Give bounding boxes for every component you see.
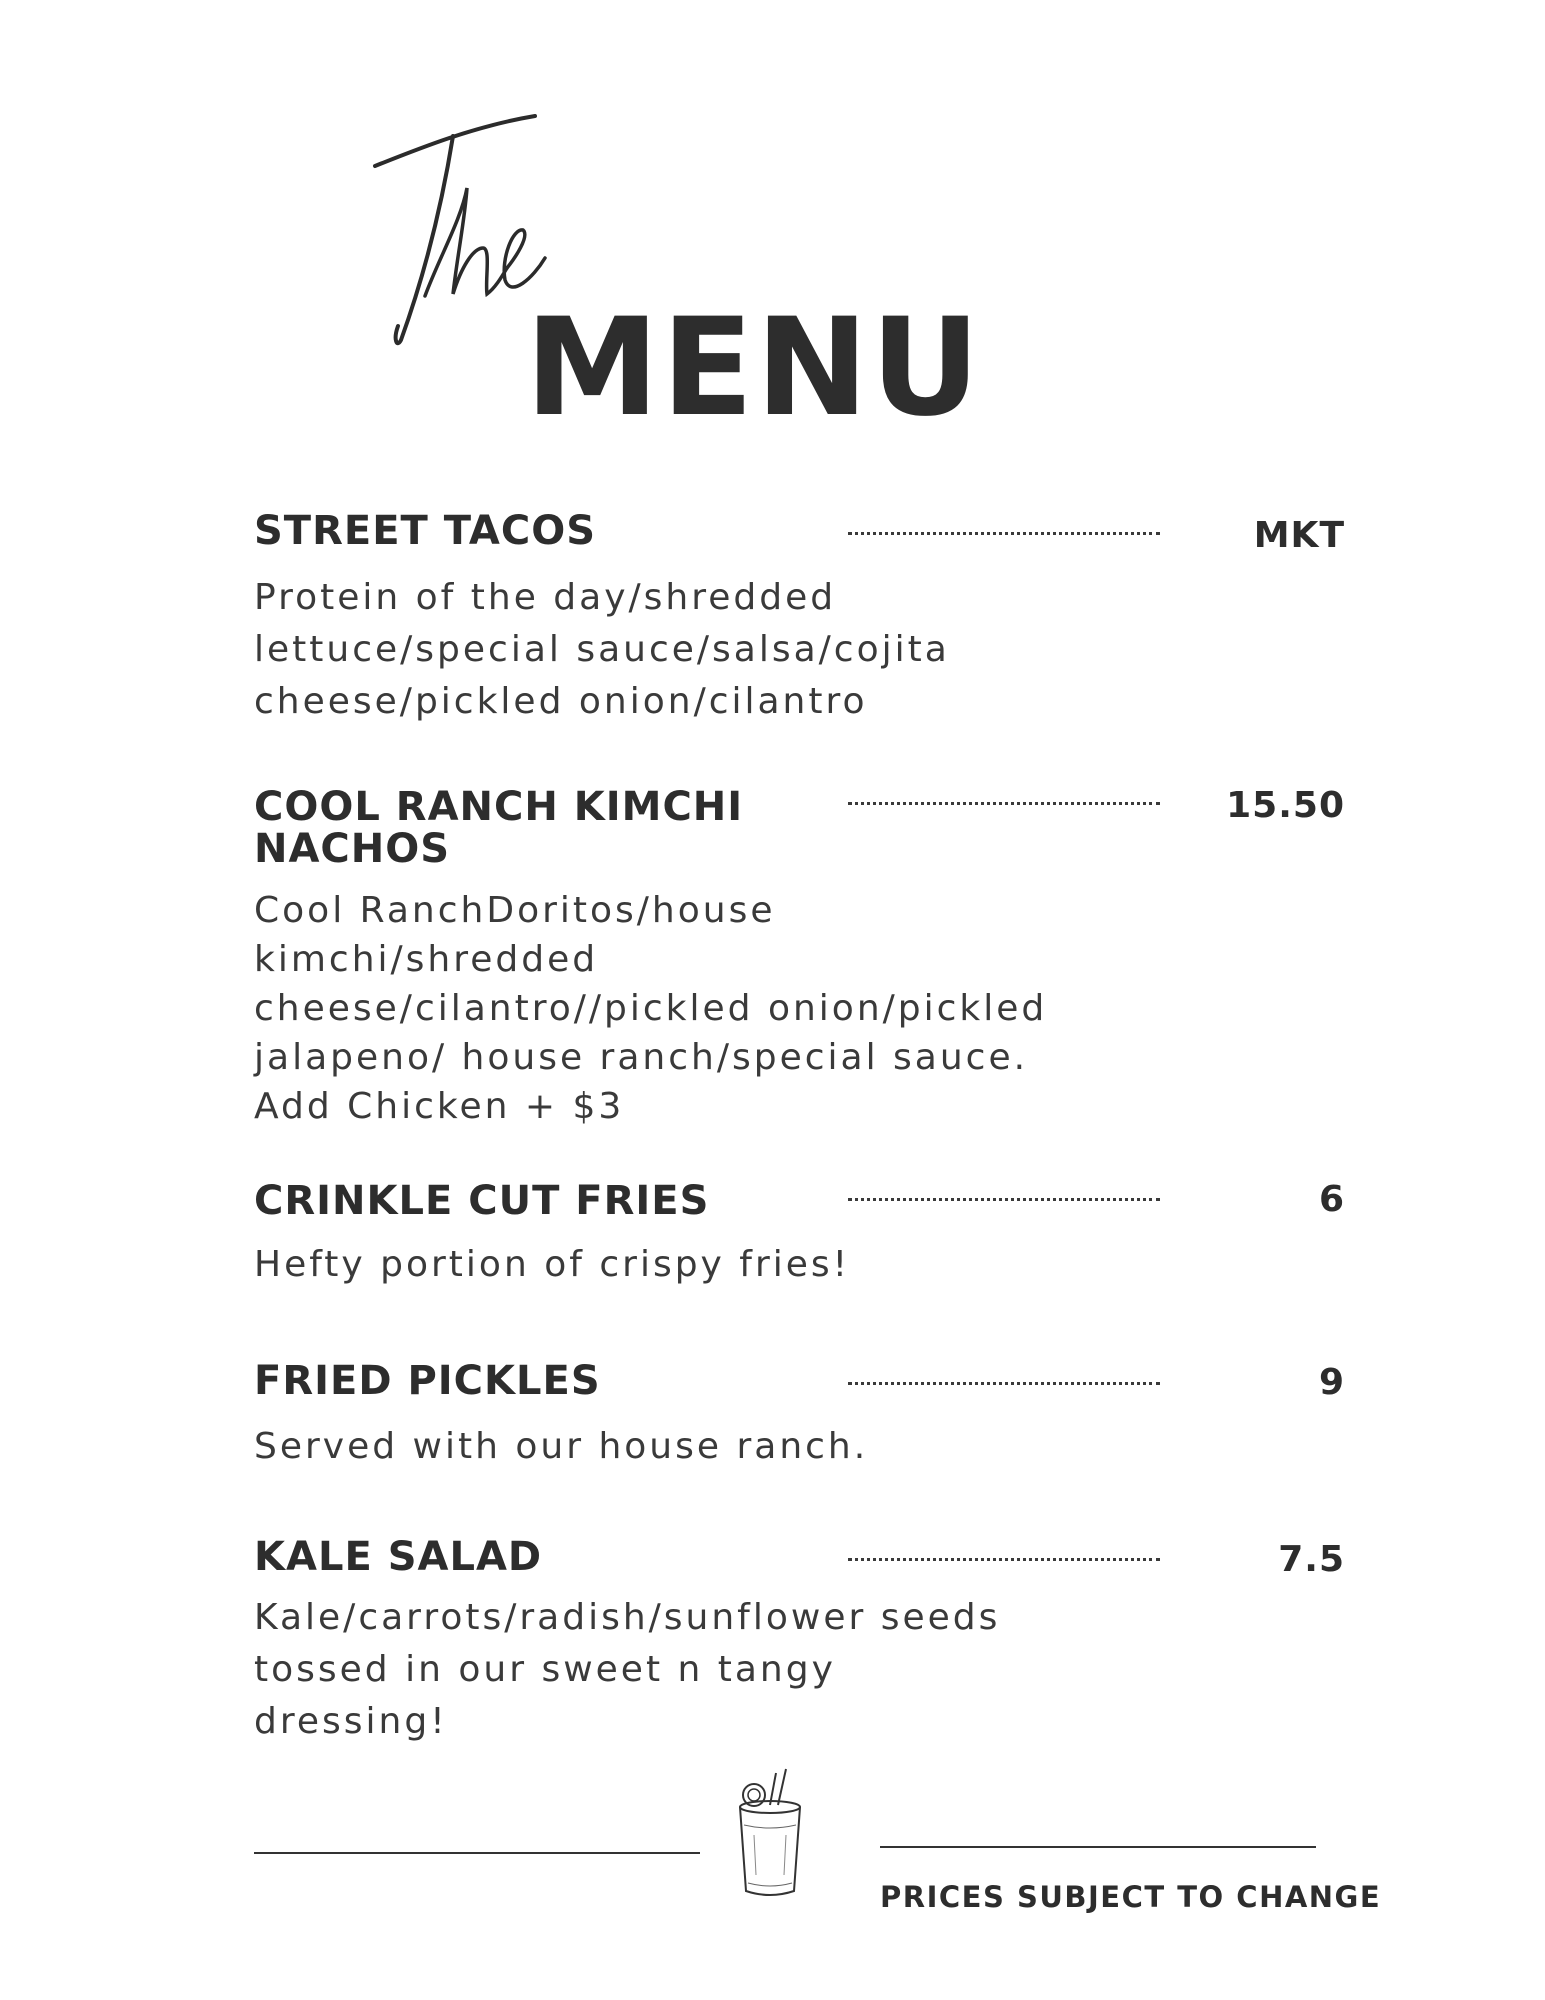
dotted-leader [848,1198,1160,1201]
dotted-leader [848,802,1160,805]
item-name: COOL RANCH KIMCHI NACHOS [254,784,744,872]
item-name: STREET TACOS [254,508,597,554]
menu-title: MENU [525,289,983,446]
dotted-leader [848,1558,1160,1561]
item-name: CRINKLE CUT FRIES [254,1178,710,1224]
item-description: Kale/carrots/radish/sunflower seeds tossed in our sweet n tangy dressing! [254,1597,1001,1742]
dotted-leader [848,1382,1160,1385]
item-price: 6 [1318,1179,1345,1220]
item-price: MKT [1253,515,1345,556]
footer-rule-right [880,1846,1316,1848]
item-description: Protein of the day/shredded lettuce/special sauce/salsa/cojita cheese/pickled onion/cilantro [254,577,950,722]
footer-rule-left [254,1852,700,1854]
item-price: 15.50 [1226,785,1345,826]
dotted-leader [848,532,1160,535]
item-description: Cool RanchDoritos/house kimchi/shredded cheese/cilantro//pickled onion/pickled jalapeno/ house ranch/special sauce. Add Chicken + $3 [254,890,1048,1127]
item-description: Served with our house ranch. [254,1426,869,1467]
prices-note: PRICES SUBJECT TO CHANGE [880,1880,1382,1914]
cocktail-glass-icon [730,1765,810,1900]
item-price: 7.5 [1278,1539,1345,1580]
item-name: FRIED PICKLES [254,1358,601,1404]
item-price: 9 [1318,1362,1345,1403]
item-name: KALE SALAD [254,1534,543,1580]
item-description: Hefty portion of crispy fries! [254,1244,851,1285]
